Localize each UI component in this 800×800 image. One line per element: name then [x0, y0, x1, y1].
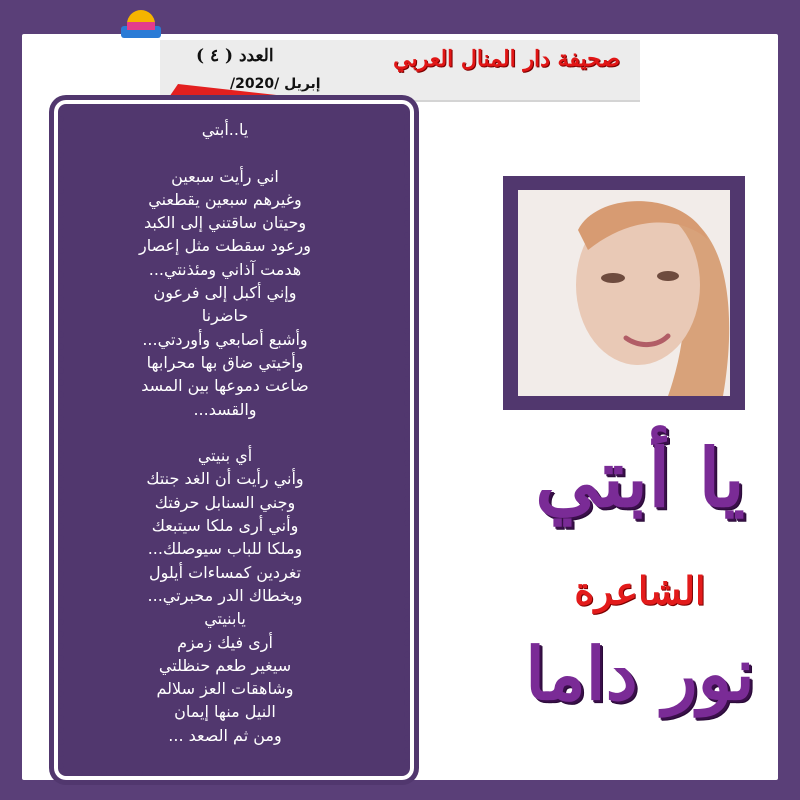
poem-text: يا..أبتي اني رأيت سبعين وغيرهم سبعين يقطعني وحيتان ساقتني إلى الكبد ورعود سقطت مثل إعصار هدمت آذاني ومئذنتي... وإني أكبل إلى فرعون حاضرنا وأشبع أصابعي وأوردتي... وأخيتي ضاق بها محرابها ضاعت دموعها بين المسد والقسد... أي بنيتي وأني رأيت أن الغد جنتك وجني السنابل حرفتك وأني أرى ملكا سيتبعك وملكا للباب سيوصلك... تغردين كمساءات أيلول وبخطاك الدر محبرتي... يابنيتي أرى فيك زمزم سيغير طعم حنظلتي وشاهقات العز سلالم النيل منها إيمان ومن ثم الصعد ... [139, 120, 311, 745]
poet-photo [518, 190, 730, 396]
issue-date: إبريل /2020/ [230, 76, 321, 92]
newspaper-title: صحيفة دار المنال العربي [393, 46, 620, 72]
issue-number: العدد ( ٤ ) [196, 46, 274, 66]
poet-name: نور داما [525, 631, 755, 716]
newspaper-logo-icon [117, 8, 165, 44]
poem-title: يا أبتي [535, 431, 745, 525]
poet-label: الشاعرة [574, 568, 706, 613]
